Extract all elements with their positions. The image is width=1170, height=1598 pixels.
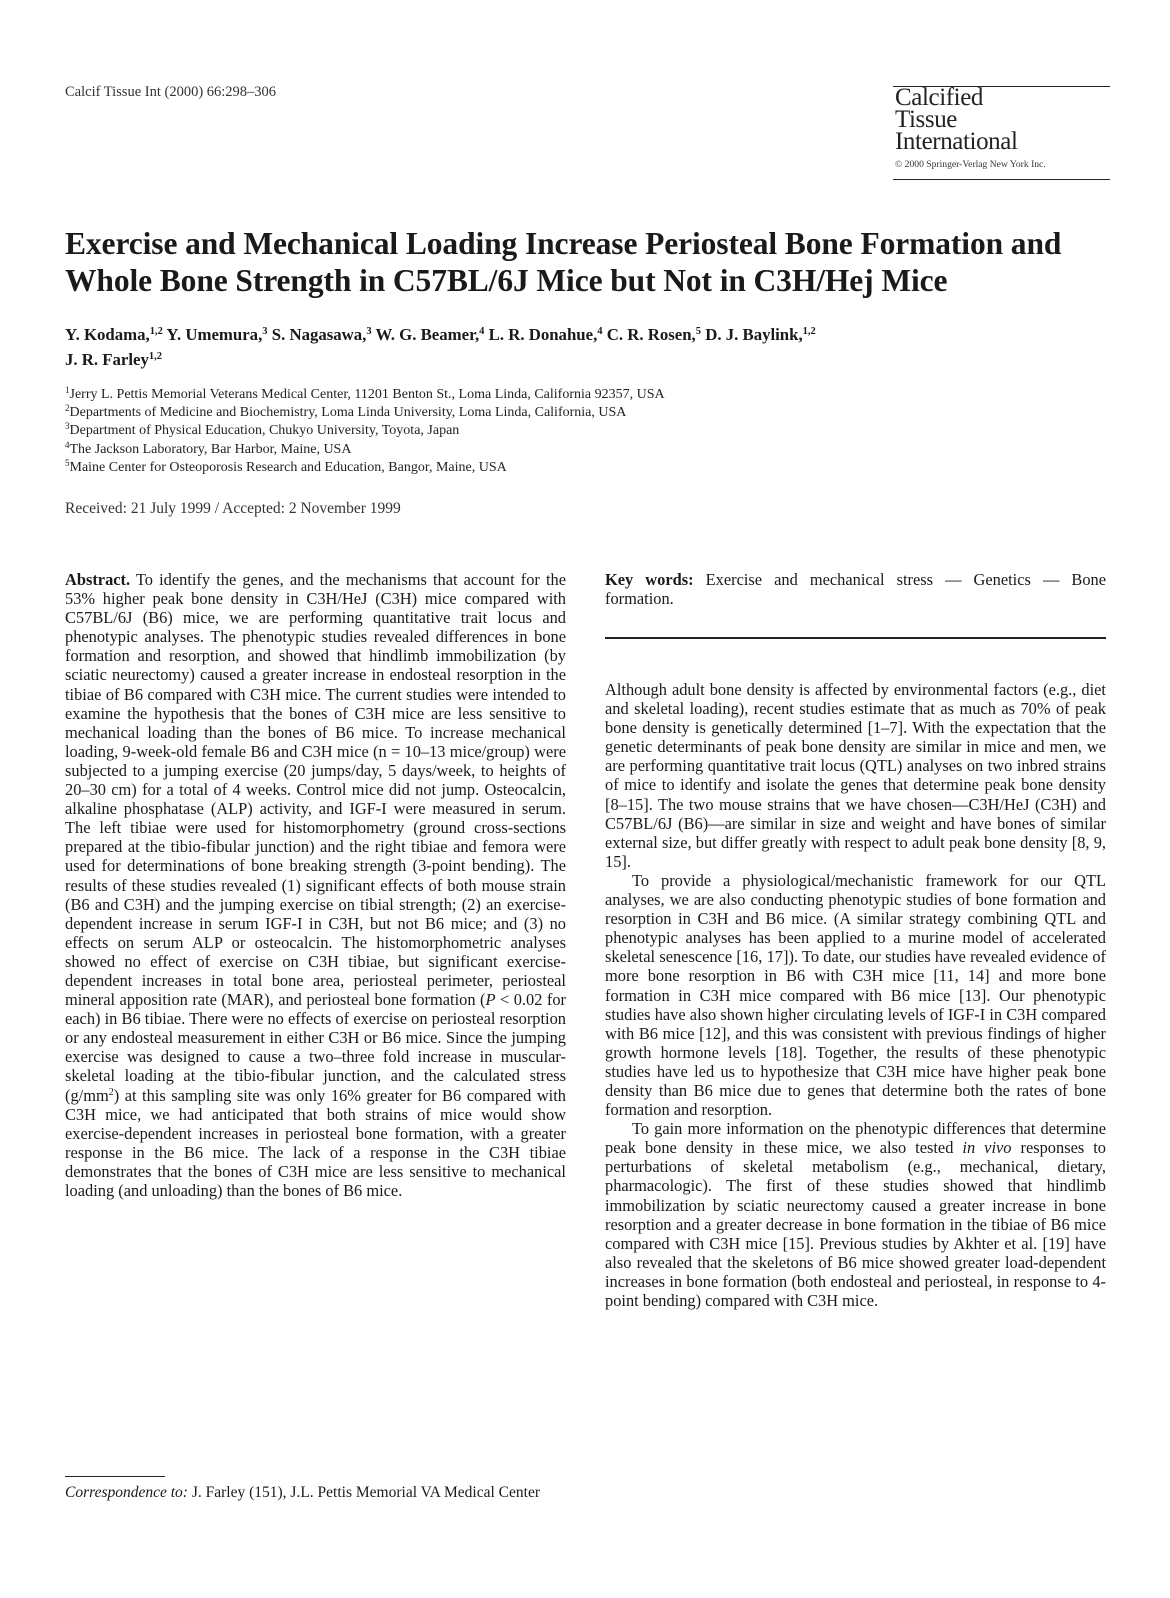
author: C. R. Rosen,$^5$ [606, 325, 702, 344]
affiliation-list [65, 386, 1125, 477]
author: W. G. Beamer,$^4$ [375, 325, 485, 344]
author: Y. Kodama,$^{1,2}$ [65, 325, 163, 344]
body-paragraph: To gain more information on the phenotypic differences that determine peak bone density in these mice, we also tested in vivo responses to perturbations of skeletal metabolism (e.g., mechanical, dietary, pharmacologic). The first of these studies showed that hindlimb immobilization by sciatic neurectomy caused a greater increase in bone resorption and a greater decrease in bone formation in the tibiae of B6 mice compared with C3H mice [15]. Previous studies by Akhter et al. [19] have also revealed that the skeletons of B6 mice showed greater load-dependent increases in bone formation (both endosteal and periosteal, in response to 4-point bending) compared with C3H mice. [605, 1119, 1106, 1310]
copyright-notice: © 2000 Springer-Verlag New York Inc. [895, 159, 1046, 170]
journal-name-line-1: Calcified [895, 84, 984, 111]
affiliation: $^2$Departments of Medicine and Biochemistry, Loma Linda University, Loma Linda, California, USA [65, 403, 627, 421]
journal-citation: Calcif Tissue Int (2000) 66:298–306 [65, 84, 277, 100]
author: D. J. Baylink,$^{1,2}$ [705, 325, 816, 344]
abstract-label: Abstract. [65, 570, 131, 589]
affiliation: $^5$Maine Center for Osteoporosis Research and Education, Bangor, Maine, USA [65, 457, 507, 475]
affiliation: $^1$Jerry L. Pettis Memorial Veterans Medical Center, 11201 Benton St., Loma Linda, California 92357, USA [65, 385, 665, 402]
received-accepted-dates: Received: 21 July 1999 / Accepted: 2 November 1999 [65, 500, 401, 517]
author: J. R. Farley$^{1,2}$ [65, 350, 163, 369]
journal-name-line-2: Tissue [895, 106, 957, 133]
affiliation: $^4$The Jackson Laboratory, Bar Harbor, Maine, USA [65, 439, 352, 457]
body-paragraph: Although adult bone density is affected by environmental factors (e.g., diet and skeletal loading), recent studies estimate that as much as 70% of peak bone density is genetically determined [1–7]. With the expectation that the genetic determinants of peak bone density are similar in mice and men, we are performing quantitative trait locus (QTL) analyses on two inbred strains of mice to identify and isolate the genes that determine peak bone density [8–15]. The two mouse strains that we have chosen—C3H/HeJ (C3H) and C57BL/6J (B6)—are similar in size and weight and have bones of similar external size, but differ greatly with respect to adult peak bone density [8, 9, 15]. [605, 680, 1106, 871]
masthead-bottom-rule [893, 179, 1110, 180]
author: Y. Umemura,$^3$ [166, 325, 268, 344]
journal-masthead [893, 86, 1110, 180]
body-paragraph: To provide a physiological/mechanistic framework for our QTL analyses, we are also conducting phenotypic studies of bone formation and resorption in C3H and B6 mice. (A similar strategy combining QTL and phenotypic analyses has been applied to a murine model of accelerated skeletal senescence [16, 17]). To date, our studies have revealed evidence of more bone resorption in B6 with C3H mice [11, 14] and more bone formation in C3H mice compared with B6 mice [13]. Our phenotypic studies have also shown higher circulating levels of IGF-I in C3H compared with B6 mice [12], and this was consistent with previous findings of higher growth hormone levels [18]. Together, the results of these phenotypic studies have led us to hypothesize that C3H mice have higher peak bone density than B6 mice due to genes that determine both the rates of bone formation and resorption. [605, 870, 1106, 1120]
introduction-text [605, 680, 1106, 1310]
author: L. R. Donahue,$^4$ [488, 325, 603, 344]
abstract: Abstract. To identify the genes, and the mechanisms that account for the 53% higher peak bone density in C3H/HeJ (C3H) mice compared with C57BL/6J (B6) mice, we are performing quantitative trait locus and phenotypic analyses. The phenotypic studies revealed differences in bone formation and resorption, and showed that hindlimb immobilization (by sciatic neurectomy) caused a greater increase in endosteal resorption in the tibiae of B6 compared with C3H mice. The current studies were intended to examine the hypothesis that the bones of C3H mice are less sensitive to mechanical loading than the bones of B6 mice. To increase mechanical loading, 9-week-old female B6 and C3H mice (n = 10–13 mice/group) were subjected to a jumping exercise (20 jumps/day, 5 days/week, to heights of 20–30 cm) for a total of 4 weeks. Control mice did not jump. Osteocalcin, alkaline phosphatase (ALP) activity, and IGF-I were measured in serum. The left tibiae were used for histomorphometry (ground cross-sections prepared at the tibio-fibular junction) and the right tibiae and femora were used for determinations of bone breaking strength (3-point bending). The results of these studies revealed (1) significant effects of both mouse strain (B6 and C3H) and the jumping exercise on tibial strength; (2) an exercise-dependent increase in serum IGF-I in C3H, but not B6 mice; and (3) no effects on serum ALP or osteocalcin. The histomorphometric analyses showed no effect of exercise on C3H tibiae, but significant exercise-dependent increases in total bone area, periosteal perimeter, periosteal mineral apposition rate (MAR), and periosteal bone formation (P < 0.02 for each) in B6 tibiae. There were no effects of exercise on periosteal resorption or any endosteal measurement in either C3H or B6 mice. Since the jumping exercise was designed to cause a two–three fold increase in muscular-skeletal loading at the tibio-fibular junction, and the calculated stress $(g/mm^2)$ at this sampling site was only 16% greater for B6 compared with C3H mice, we had anticipated that both strains of mice would show exercise-dependent increases in periosteal bone formation, with a greater response in the B6 mice. The lack of a response in the C3H tibiae demonstrates that the bones of C3H mice are less sensitive to mechanical loading (and unloading) than the bones of B6 mice. [65, 570, 566, 1200]
keywords-label: Key words: [605, 570, 694, 589]
author: S. Nagasawa,$^3$ [271, 325, 372, 344]
affiliation: $^3$Department of Physical Education, Chukyo University, Toyota, Japan [65, 421, 460, 439]
correspondence-note: Correspondence to: J. Farley (151), J.L. Pettis Memorial VA Medical Center [65, 1484, 540, 1501]
journal-name-line-3: International [895, 128, 1018, 155]
article-title: Exercise and Mechanical Loading Increase Periosteal Bone Formation and Whole Bone Strength in C57BL/6J Mice but Not in C3H/Hej Mice [65, 226, 1062, 298]
keywords-rule [605, 637, 1106, 639]
footnote-rule [65, 1476, 165, 1477]
author-list [65, 322, 1125, 372]
keywords: Key words: Exercise and mechanical stress — Genetics — Bone formation. [605, 570, 1107, 609]
